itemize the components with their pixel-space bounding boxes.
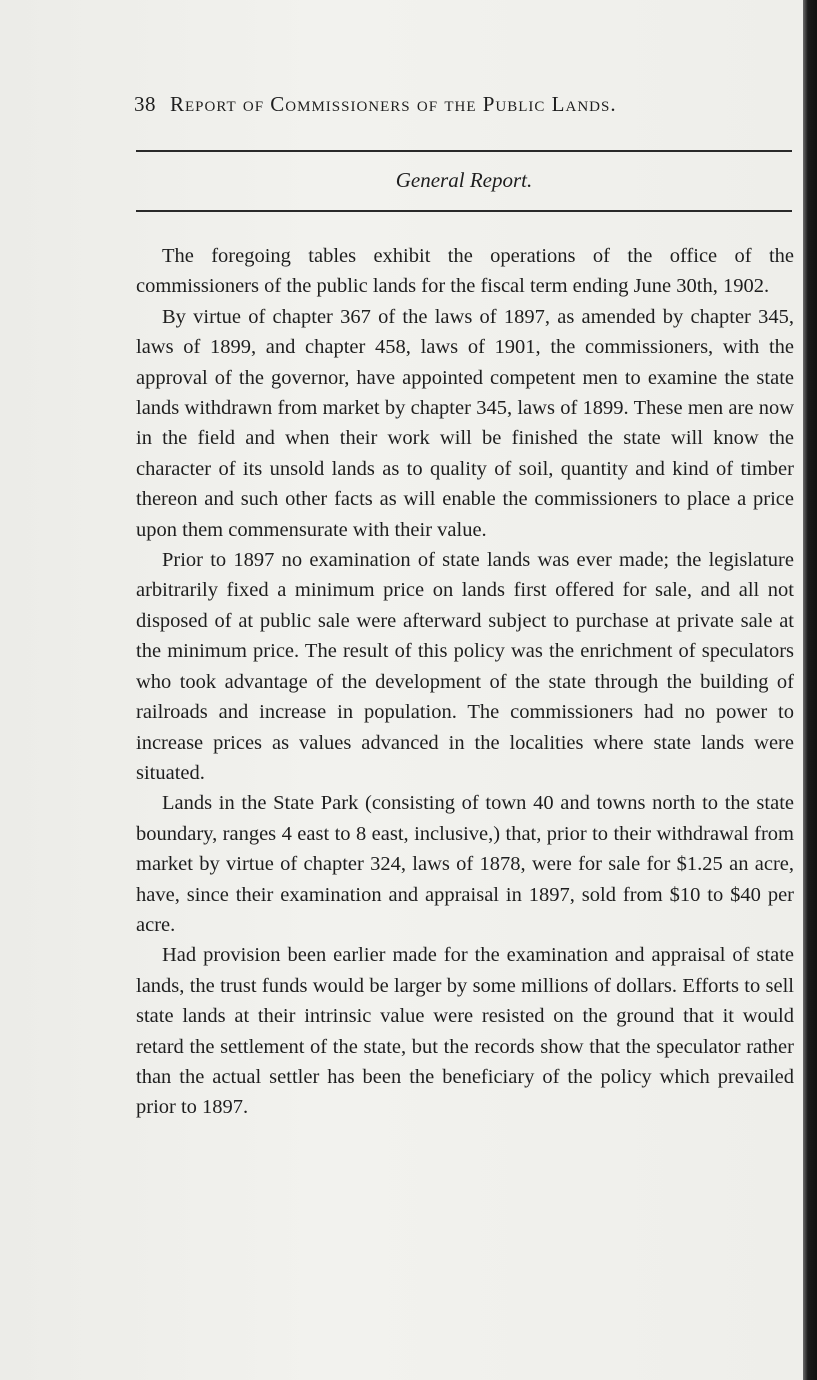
paragraph: The foregoing tables exhibit the operations of the office of the commissioners of the public lands for the fiscal term ending June 30th, 1902.	[136, 245, 794, 298]
paragraph: Lands in the State Park (consisting of town 40 and towns north to the state boundary, ranges 4 east to 8 east, inclusive,) that, prior to their withdrawal from market by virtue of chapter 324, laws of 1878, were for sale for $1.25 an acre, have, since their examination and appraisal in 1897, sold from $10 to $40 per acre.	[136, 792, 794, 936]
bottom-rule	[136, 210, 792, 212]
section-title: General Report.	[395, 168, 533, 192]
running-header	[134, 92, 794, 122]
paragraph: Prior to 1897 no examination of state lands was ever made; the legislature arbitrarily fixed a minimum price on lands first offered for sale, and all not disposed of at public sale were afterward subject to purchase at private sale at the minimum price. The result of this policy was the enrichment of speculators who took advantage of the development of the state through the building of railroads and increase in population. The commissioners had no power to increase prices as values advanced in the localities where state lands were situated.	[136, 549, 794, 784]
top-rule	[136, 150, 792, 152]
body-text	[136, 241, 794, 1123]
binding-edge	[803, 0, 817, 1380]
page-number: 38	[134, 92, 156, 116]
paragraph: By virtue of chapter 367 of the laws of 1897, as amended by chapter 345, laws of 1899, and chapter 458, laws of 1901, the commissioners, with the approval of the governor, have appointed competent men to examine the state lands withdrawn from market by chapter 345, laws of 1899. These men are now in the field and when their work will be finished the state will know the character of its unsold lands as to quality of soil, quantity and kind of timber thereon and such other facts as will enable the commissioners to place a price upon them commensurate with their value.	[136, 305, 794, 541]
paragraph: Had provision been earlier made for the examination and appraisal of state lands, the trust funds would be larger by some millions of dollars. Efforts to sell state lands at their intrinsic value were resisted on the ground that it would retard the settlement of the state, but the records show that the speculator rather than the actual settler has been the beneficiary of the policy which prevailed prior to 1897.	[136, 944, 794, 1119]
running-title: Report of Commissioners of the Public Lands.	[170, 92, 617, 116]
